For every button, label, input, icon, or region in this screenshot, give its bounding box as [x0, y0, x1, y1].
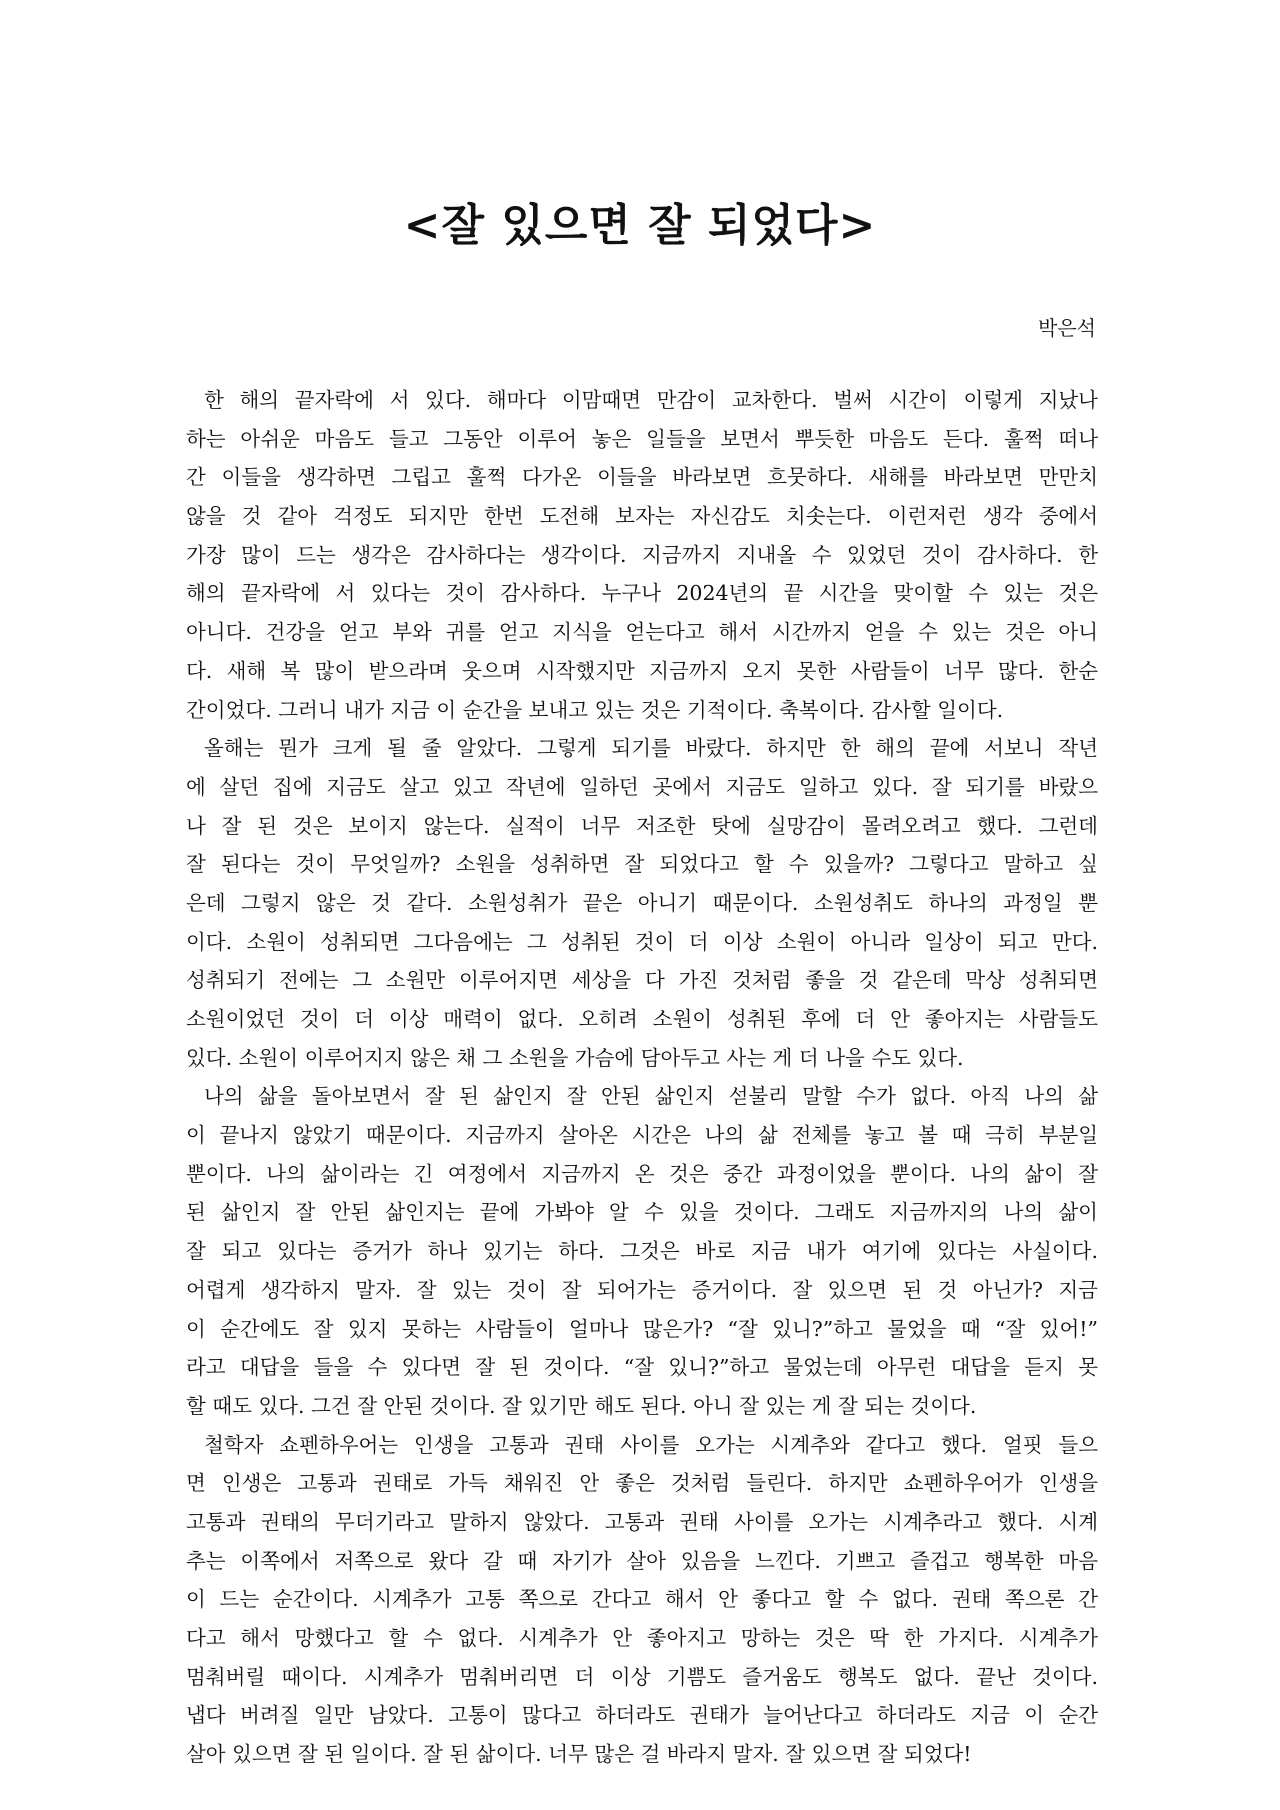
text-line: 이다. 소원이 성취되면 그다음에는 그 성취된 것이 더 이상 소원이 아니라 일상이 되고 만다.: [186, 929, 1098, 954]
text-line: 잘 된다는 것이 무엇일까? 소원을 성취하면 잘 되었다고 할 수 있을까? 그렇다고 말하고 싶: [186, 852, 1098, 877]
text-line: 다고 해서 망했다고 할 수 없다. 시계추가 안 좋아지고 망하는 것은 딱 한 가지다. 시계추가: [186, 1626, 1098, 1650]
text-line: 살아 있으면 잘 된 일이다. 잘 된 삶이다. 너무 많은 걸 바라지 말자. 잘 있으면 잘 되었다!: [186, 1742, 972, 1767]
text-line: 하는 아쉬운 마음도 들고 그동안 이루어 놓은 일들을 보면서 뿌듯한 마음도 든다. 훌쩍 떠나: [186, 426, 1098, 451]
text-line: 올해는 뭔가 크게 될 줄 알았다. 그렇게 되기를 바랐다. 하지만 한 해의 끝에 서보니 작년: [204, 736, 1098, 761]
text-line: 가장 많이 드는 생각은 감사하다는 생각이다. 지금까지 지내올 수 있었던 것이 감사하다. 한: [186, 542, 1098, 567]
text-line: 한 해의 끝자락에 서 있다. 해마다 이맘때면 만감이 교차한다. 벌써 시간이 이렇게 지났나: [204, 388, 1098, 412]
text-line: 성취되기 전에는 그 소원만 이루어지면 세상을 다 가진 것처럼 좋을 것 같은데 막상 성취되면: [186, 968, 1098, 993]
text-line: 소원이었던 것이 더 이상 매력이 없다. 오히려 소원이 성취된 후에 더 안 좋아지는 사람들도: [186, 1007, 1098, 1031]
author-name: 박은석: [1038, 316, 1096, 340]
text-line: 이 순간에도 잘 있지 못하는 사람들이 얼마나 많은가? “잘 있니?”하고 물었을 때 “잘 있어!”: [186, 1316, 1098, 1341]
text-line: 할 때도 있다. 그건 잘 안된 것이다. 잘 있기만 해도 된다. 아니 잘 있는 게 잘 되는 것이다.: [186, 1393, 977, 1418]
document-title: <잘 있으면 잘 되었다>: [403, 200, 877, 251]
text-line: 된 삶인지 잘 안된 삶인지는 끝에 가봐야 알 수 있을 것이다. 그래도 지금까지의 나의 삶이: [186, 1200, 1098, 1225]
text-line: 않을 것 같아 걱정도 되지만 한번 도전해 보자는 자신감도 치솟는다. 이런저런 생각 중에서: [186, 504, 1098, 529]
text-line: 은데 그렇지 않은 것 같다. 소원성취가 끝은 아니기 때문이다. 소원성취도 하나의 과정일 뿐: [186, 890, 1098, 915]
text-line: 잘 되고 있다는 증거가 하나 있기는 하다. 그것은 바로 지금 내가 여기에 있다는 사실이다.: [186, 1239, 1098, 1264]
text-line: 이 드는 순간이다. 시계추가 고통 쪽으로 간다고 해서 안 좋다고 할 수 없다. 권태 쪽으론 간: [186, 1587, 1098, 1612]
text-line: 라고 대답을 들을 수 있다면 잘 된 것이다. “잘 있니?”하고 물었는데 아무런 대답을 듣지 못: [186, 1355, 1098, 1380]
text-line: 있다. 소원이 이루어지지 않은 채 그 소원을 가슴에 담아두고 사는 게 더 나을 수도 있다.: [186, 1045, 964, 1070]
text-line: 추는 이쪽에서 저쪽으로 왔다 갈 때 자기가 살아 있음을 느낀다. 기쁘고 즐겁고 행복한 마음: [186, 1548, 1098, 1573]
text-line: 고통과 권태의 무더기라고 말하지 않았다. 고통과 권태 사이를 오가는 시계추라고 했다. 시계: [186, 1509, 1098, 1534]
text-line: 간 이들을 생각하면 그립고 훌쩍 다가온 이들을 바라보면 흐뭇하다. 새해를 바라보면 만만치: [186, 465, 1098, 490]
essay-body: [186, 381, 1098, 1774]
text-line: 면 인생은 고통과 권태로 가득 채워진 안 좋은 것처럼 들린다. 하지만 쇼펜하우어가 인생을: [186, 1471, 1098, 1496]
text-line: 어렵게 생각하지 말자. 잘 있는 것이 잘 되어가는 증거이다. 잘 있으면 된 것 아닌가? 지금: [186, 1277, 1098, 1302]
text-line: 다. 새해 복 많이 받으라며 웃으며 시작했지만 지금까지 오지 못한 사람들이 너무 많다. 한순: [186, 658, 1098, 683]
text-line: 이 끝나지 않았기 때문이다. 지금까지 살아온 시간은 나의 삶 전체를 놓고 볼 때 극히 부분일: [186, 1123, 1098, 1148]
text-line: 냅다 버려질 일만 남았다. 고통이 많다고 하더라도 권태가 늘어난다고 하더라도 지금 이 순간: [186, 1703, 1098, 1728]
text-line: 해의 끝자락에 서 있다는 것이 감사하다. 누구나 2024년의 끝 시간을 맞이할 수 있는 것은: [186, 581, 1098, 606]
text-line: 에 살던 집에 지금도 살고 있고 작년에 일하던 곳에서 지금도 일하고 있다. 잘 되기를 바랐으: [186, 774, 1098, 799]
text-line: 멈춰버릴 때이다. 시계추가 멈춰버리면 더 이상 기쁨도 즐거움도 행복도 없다. 끝난 것이다.: [186, 1664, 1098, 1689]
text-line: 나의 삶을 돌아보면서 잘 된 삶인지 잘 안된 삶인지 섣불리 말할 수가 없다. 아직 나의 삶: [204, 1084, 1098, 1109]
text-line: 나 잘 된 것은 보이지 않는다. 실적이 너무 저조한 탓에 실망감이 몰려오려고 했다. 그런데: [186, 813, 1098, 838]
text-line: 철학자 쇼펜하우어는 인생을 고통과 권태 사이를 오가는 시계추와 같다고 했다. 얼핏 들으: [204, 1432, 1098, 1457]
text-line: 아니다. 건강을 얻고 부와 귀를 얻고 지식을 얻는다고 해서 시간까지 얻을 수 있는 것은 아니: [186, 620, 1098, 645]
text-line: 간이었다. 그러니 내가 지금 이 순간을 보내고 있는 것은 기적이다. 축복이다. 감사할 일이다.: [186, 697, 1004, 722]
text-line: 뿐이다. 나의 삶이라는 긴 여정에서 지금까지 온 것은 중간 과정이었을 뿐이다. 나의 삶이 잘: [186, 1161, 1098, 1186]
